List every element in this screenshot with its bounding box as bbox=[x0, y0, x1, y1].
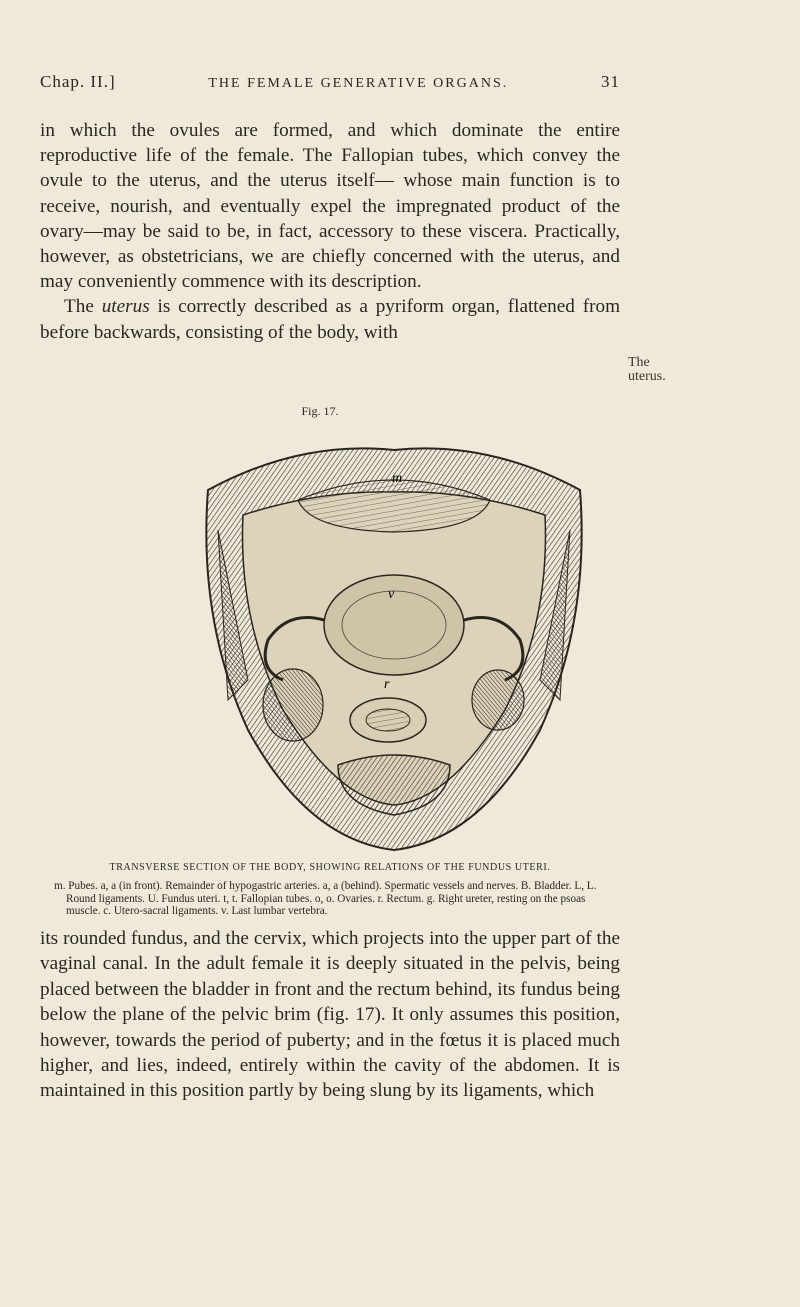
running-header bbox=[40, 72, 620, 92]
figure-label: Fig. 17. bbox=[301, 404, 339, 418]
body-paragraph-top bbox=[40, 118, 620, 345]
figure-letter-m: m bbox=[392, 471, 403, 486]
anatomical-engraving bbox=[188, 420, 600, 856]
figure-letter-v: v bbox=[388, 587, 395, 602]
page-number: 31 bbox=[600, 72, 620, 91]
figure-letter-r: r bbox=[384, 677, 390, 692]
running-title: THE FEMALE GENERATIVE ORGANS. bbox=[208, 76, 509, 91]
paragraph-2-emphasis: uterus bbox=[101, 296, 150, 318]
paragraph-2-start: The bbox=[64, 296, 102, 318]
margin-note: The uterus. bbox=[628, 355, 666, 384]
body-paragraph-bottom: its rounded fundus, and the cervix, which projects into the upper part of the vaginal canal. In the adult female it is deeply situated in the pelvis, being placed between the bladder in front and the rectum behind, its fundus being below the plane of the pelvic brim (fig. 17). It only assumes this position, however, towards the period of puberty; and in the fœtus it is placed much higher, and lies, indeed, entirely within the cavity of the abdomen. It is maintained in this position partly by being slung by its ligaments, which bbox=[40, 928, 620, 1102]
paragraph-1: in which the ovules are formed, and which dominate the entire reproductive life of the female. The Fallopian tubes, which convey the ovule to the uterus, and the uterus itself— whose main function is to receive, nourish, and eventually expel the impregnated product of the ovary—may be said to be, in fact, accessory to these viscera. Practically, however, as obstetricians, we are chiefly concerned with the uterus, and may conveniently commence with its description. bbox=[40, 120, 620, 293]
figure-caption: m. Pubes. a, a (in front). Remainder of hypogastric arteries. a, a (behind). Spermatic vessels and nerves. B. Bladder. L, L. Round ligaments. U. Fundus uteri. t, t. Fallopian tubes. o, o. Ovaries. r. Rectum. g. Right ureter, resting on the psoas muscle. c. Utero-sacral ligaments. v. Last lumbar vertebra. bbox=[54, 880, 597, 918]
chapter-label: Chap. II.] bbox=[40, 72, 116, 91]
figure-caption-title: TRANSVERSE SECTION OF THE BODY, SHOWING RELATIONS OF THE FUNDUS UTERI. bbox=[109, 862, 551, 873]
paragraph-2-rest: is correctly described as a pyriform organ, flattened from before backwards, consisting of the body, with bbox=[40, 296, 620, 343]
